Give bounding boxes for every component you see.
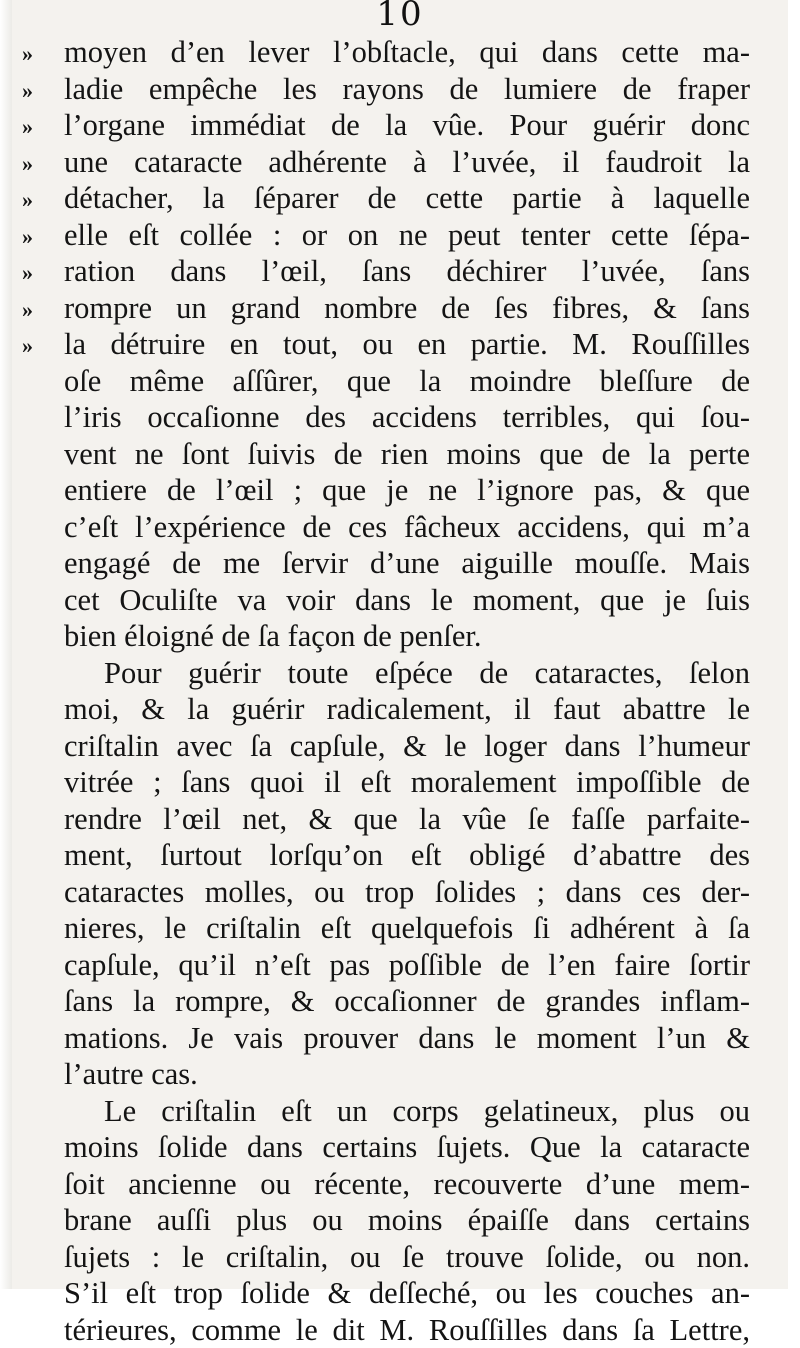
line-text: ſoit ancienne ou récente, recouverte d’une mem- — [64, 1167, 750, 1201]
text-line — [64, 290, 750, 327]
text-line — [64, 107, 750, 144]
text-line — [64, 1166, 750, 1203]
text-line — [64, 764, 750, 801]
line-text: la détruire en tout, ou en partie. M. Rouſſilles — [64, 327, 750, 361]
text-line — [64, 144, 750, 181]
quotation-mark: » — [22, 292, 58, 329]
line-text: entiere de l’œil ; que je ne l’ignore pas, & que — [64, 473, 750, 507]
text-line — [64, 71, 750, 108]
text-line — [64, 1202, 750, 1239]
page-number: 10 — [12, 0, 788, 34]
line-text: rendre l’œil net, & que la vûe ſe faſſe parfaite- — [64, 802, 750, 836]
line-text: S’il eſt trop ſolide & deſſeché, ou les couches an- — [64, 1276, 750, 1310]
text-line — [64, 801, 750, 838]
text-line — [64, 180, 750, 217]
text-line — [64, 253, 750, 290]
text-line — [64, 326, 750, 363]
line-text: l’iris occaſionne des accidens terribles, qui ſou- — [64, 400, 750, 434]
line-text: rompre un grand nombre de ſes fibres, & ſans — [64, 291, 750, 325]
line-text: moins ſolide dans certains ſujets. Que la cataracte — [64, 1130, 750, 1164]
body-text — [64, 34, 750, 1348]
text-line — [64, 947, 750, 984]
line-text: vent ne ſont ſuivis de rien moins que de la perte — [64, 437, 750, 471]
text-line — [64, 582, 750, 619]
text-line — [64, 983, 750, 1020]
text-line — [64, 618, 750, 655]
line-text: une cataracte adhérente à l’uvée, il faudroit la — [64, 145, 750, 179]
line-text: oſe même aſſûrer, que la moindre bleſſure de — [64, 364, 750, 398]
line-text: nieres, le criſtalin eſt quelquefois ſi adhérent à ſa — [64, 911, 750, 945]
line-text: ladie empêche les rayons de lumiere de fraper — [64, 72, 750, 106]
text-line — [64, 509, 750, 546]
text-line — [64, 874, 750, 911]
text-line — [64, 545, 750, 582]
quotation-mark: » — [22, 182, 58, 219]
text-line — [64, 1129, 750, 1166]
quotation-mark: » — [22, 146, 58, 183]
quotation-mark: » — [22, 73, 58, 110]
text-line — [64, 728, 750, 765]
text-line — [64, 1093, 750, 1130]
line-text: l’organe immédiat de la vûe. Pour guérir donc — [64, 108, 750, 142]
text-line — [64, 837, 750, 874]
line-text: Le criſtalin eſt un corps gelatineux, plus ou — [104, 1094, 750, 1128]
line-text: l’autre cas. — [64, 1057, 198, 1091]
text-line — [64, 1312, 750, 1348]
page-gutter-shadow — [0, 0, 12, 1289]
line-text: cet Oculiſte va voir dans le moment, que je ſuis — [64, 583, 750, 617]
line-text: ſujets : le criſtalin, ou ſe trouve ſolide, ou non. — [64, 1240, 750, 1274]
line-text: mations. Je vais prouver dans le moment l’un & — [64, 1021, 750, 1055]
text-line — [64, 1020, 750, 1057]
text-line — [64, 655, 750, 692]
text-line — [64, 1275, 750, 1312]
line-text: bien éloigné de ſa façon de penſer. — [64, 619, 482, 653]
text-line — [64, 363, 750, 400]
line-text: capſule, qu’il n’eſt pas poſſible de l’en faire ſortir — [64, 948, 750, 982]
line-text: c’eſt l’expérience de ces fâcheux accidens, qui m’a — [64, 510, 750, 544]
line-text: engagé de me ſervir d’une aiguille mouſſe. Mais — [64, 546, 750, 580]
text-line — [64, 691, 750, 728]
line-text: ment, ſurtout lorſqu’on eſt obligé d’abattre des — [64, 838, 750, 872]
text-line — [64, 910, 750, 947]
line-text: elle eſt collée : or on ne peut tenter cette ſépa- — [64, 218, 750, 252]
line-text: ſans la rompre, & occaſionner de grandes inflam- — [64, 984, 750, 1018]
text-line — [64, 399, 750, 436]
line-text: brane auſſi plus ou moins épaiſſe dans certains — [64, 1203, 750, 1237]
text-line — [64, 1239, 750, 1276]
line-text: moyen d’en lever l’obſtacle, qui dans cette ma- — [64, 35, 750, 69]
line-text: vitrée ; ſans quoi il eſt moralement impoſſible de — [64, 765, 750, 799]
book-page — [12, 0, 788, 1289]
line-text: Pour guérir toute eſpéce de cataractes, ſelon — [104, 656, 750, 690]
line-text: détacher, la ſéparer de cette partie à laquelle — [64, 181, 750, 215]
line-text: térieures, comme le dit M. Rouſſilles dans ſa Lettre, — [64, 1313, 750, 1347]
text-line — [64, 1056, 750, 1093]
quotation-mark: » — [22, 36, 58, 73]
quotation-mark: » — [22, 219, 58, 256]
quotation-mark: » — [22, 328, 58, 365]
text-line — [64, 34, 750, 71]
text-line — [64, 436, 750, 473]
line-text: ration dans l’œil, ſans déchirer l’uvée, ſans — [64, 254, 750, 288]
line-text: cataractes molles, ou trop ſolides ; dans ces der- — [64, 875, 750, 909]
line-text: criſtalin avec ſa capſule, & le loger dans l’humeur — [64, 729, 750, 763]
quotation-mark: » — [22, 109, 58, 146]
text-line — [64, 217, 750, 254]
text-line — [64, 472, 750, 509]
line-text: moi, & la guérir radicalement, il faut abattre le — [64, 692, 750, 726]
quotation-mark: » — [22, 255, 58, 292]
